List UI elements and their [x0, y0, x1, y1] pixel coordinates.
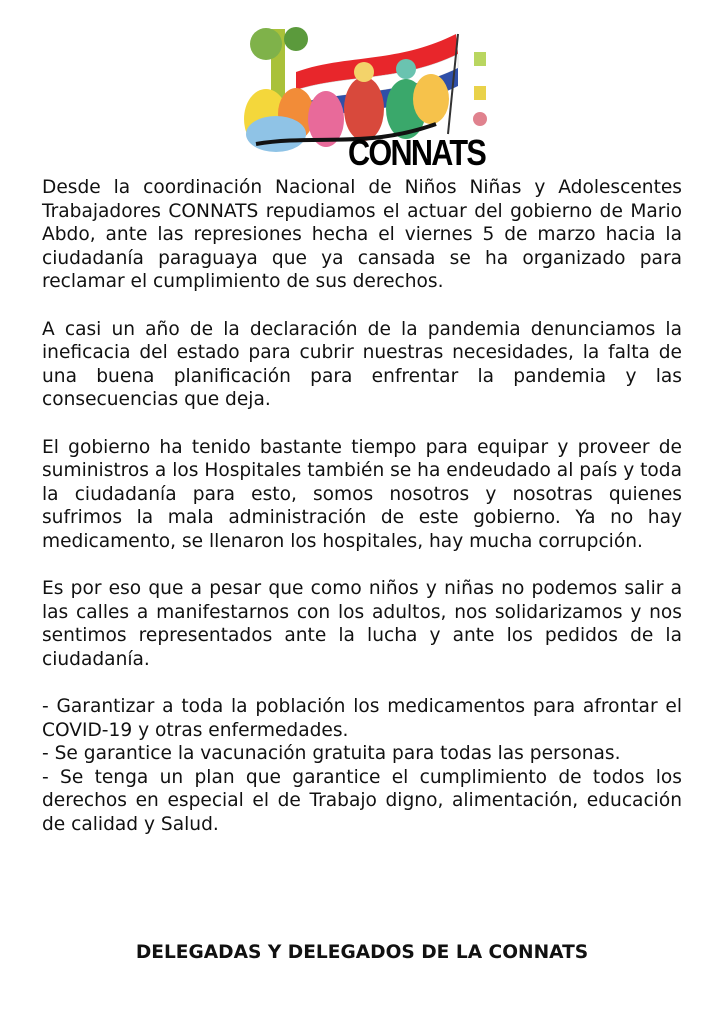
paragraph: Desde la coordinación Nacional de Niños Niñas y Adolescentes Trabajadores CONNATS repudiamos el actuar del gobierno de Mario Abdo, ante las represiones hecha el viernes 5 de marzo hacia la ciudadanía paraguaya que ya cansada se ha organizado para reclamar el cumplimiento de sus derechos. [42, 177, 682, 293]
demand-item: - Se tenga un plan que garantice el cumplimiento de todos los derechos en especial el de Trabajo digno, alimentación, educación de calidad y Salud. [42, 766, 682, 836]
statement-body [42, 176, 682, 837]
demands-list [42, 695, 682, 837]
paragraph: El gobierno ha tenido bastante tiempo para equipar y proveer de suministros a los Hospitales también se ha endeudado al país y toda la ciudadanía para esto, somos nosotros y nosotras quienes sufrimos la mala administración de este gobierno. Ya no hay medicamento, se llenaron los hospitales, hay mucha corrupción. [42, 436, 683, 552]
demand-item: - Garantizar a toda la población los medicamentos para afrontar el COVID-19 y otras enfermedades. [42, 696, 682, 741]
logo-text: CONNATS [348, 132, 486, 173]
paragraph: A casi un año de la declaración de la pandemia denunciamos la ineficacia del estado para cubrir nuestras necesidades, la falta de una buena planificación para enfrentar la pandemia y las consecuencias que deja. [42, 318, 682, 411]
signature: DELEGADAS Y DELEGADOS DE LA CONNATS [135, 942, 589, 963]
connats-logo [236, 24, 504, 172]
paragraph: Es por eso que a pesar que como niños y niñas no podemos salir a las calles a manifestarnos con los adultos, nos solidarizamos y nos sentimos representados ante la lucha y ante los pedidos de la ciudadanía. [42, 578, 682, 670]
demand-item: - Se garantice la vacunación gratuita para todas las personas. [42, 743, 621, 765]
